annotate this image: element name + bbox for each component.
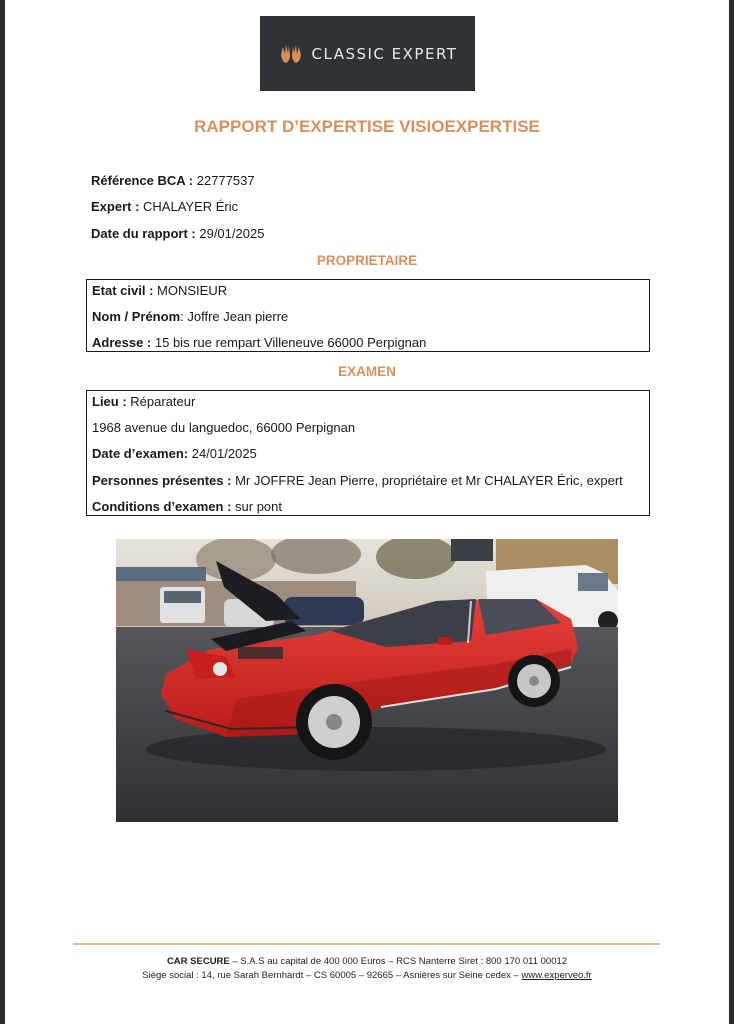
civil-state-value: MONSIEUR: [157, 283, 228, 298]
footer-company: CAR SECURE: [166, 956, 230, 967]
footer-line2-text: Siège social : 14, rue Sarah Bernhardt – CS 60005 – 92665 – Asnières sur Seine cedex –: [142, 970, 522, 981]
address-row: [92, 335, 426, 350]
owner-box: [86, 279, 650, 352]
footer-line-1: [0, 956, 734, 967]
exam-date-label: Date d’examen:: [92, 446, 189, 461]
footer-line-2: [0, 970, 734, 981]
report-date-line: [91, 226, 264, 241]
exam-section-title: EXAMEN: [338, 364, 396, 379]
expert-label: Expert :: [91, 199, 140, 214]
name-label: Nom / Prénom: [92, 309, 181, 324]
car-photo-illustration: [116, 539, 618, 822]
name-value: : Joffre Jean pierre: [180, 309, 289, 324]
page-edge-left: [0, 0, 5, 1024]
report-date-label: Date du rapport :: [91, 226, 196, 241]
classic-expert-logo: [260, 16, 475, 91]
exam-date-value: 24/01/2025: [191, 446, 257, 461]
page-edge-right: [729, 0, 734, 1024]
present-label: Personnes présentes :: [92, 473, 232, 488]
address-value: 15 bis rue rempart Villeneuve 66000 Perpignan: [154, 335, 427, 350]
place-address-row: 1968 avenue du languedoc, 66000 Perpignan: [92, 420, 356, 435]
logo-text: CLASSIC EXPERT: [311, 44, 458, 63]
footer-website-link[interactable]: www.experveo.fr: [521, 970, 592, 981]
exam-date-row: [92, 446, 257, 461]
report-title: RAPPORT D’EXPERTISE VISIOEXPERTISE: [194, 117, 540, 136]
footer-line1-text: – S.A.S au capital de 400 000 Euros – RCS Nanterre Siret : 800 170 011 00012: [229, 956, 568, 967]
expert-value: CHALAYER Éric: [143, 199, 239, 214]
place-row: [92, 394, 195, 409]
address-label: Adresse :: [92, 335, 152, 350]
civil-state-label: Etat civil :: [92, 283, 154, 298]
place-label: Lieu :: [92, 394, 127, 409]
exam-box: [86, 390, 650, 516]
report-date-value: 29/01/2025: [199, 226, 265, 241]
reference-value: 22777537: [196, 173, 255, 188]
conditions-label: Conditions d’examen :: [92, 499, 232, 514]
footer-rule: [73, 943, 660, 945]
name-row: [92, 309, 288, 324]
place-value: Réparateur: [130, 394, 196, 409]
present-row: [92, 473, 623, 488]
conditions-value: sur pont: [235, 499, 283, 514]
red-sports-car-photo: [116, 539, 618, 822]
owner-section-title: PROPRIETAIRE: [316, 253, 418, 268]
hands-icon: [278, 41, 304, 67]
present-value: Mr JOFFRE Jean Pierre, propriétaire et Mr CHALAYER Éric, expert: [235, 473, 623, 488]
civil-state-row: [92, 283, 227, 298]
expert-line: [91, 199, 238, 214]
conditions-row: [92, 499, 282, 514]
reference-line: [91, 173, 255, 188]
reference-label: Référence BCA :: [91, 173, 194, 188]
